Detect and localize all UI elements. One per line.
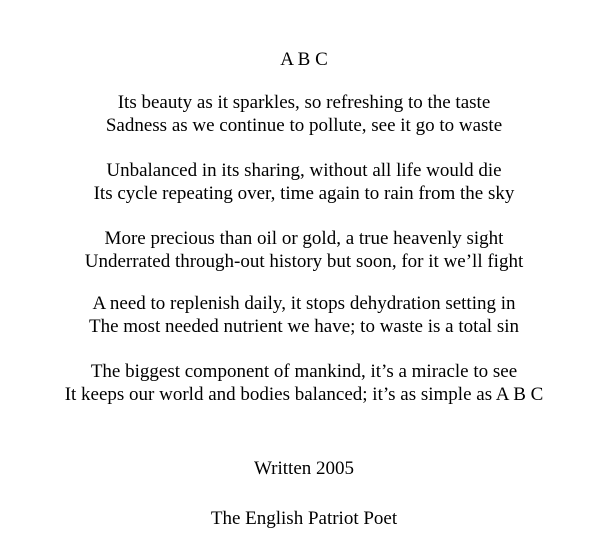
stanza-4 bbox=[0, 292, 608, 338]
author-signature: The English Patriot Poet bbox=[210, 508, 398, 529]
stanza-line: The most needed nutrient we have; to waste is a total sin bbox=[88, 316, 520, 337]
written-date: Written 2005 bbox=[253, 458, 355, 479]
stanza-line: More precious than oil or gold, a true heavenly sight bbox=[104, 228, 504, 249]
stanza-line: A need to replenish daily, it stops dehydration setting in bbox=[92, 293, 516, 314]
poem-title: A B C bbox=[280, 49, 328, 70]
stanza-line: It keeps our world and bodies balanced; it’s as simple as A B C bbox=[64, 384, 544, 405]
stanza-line: Its cycle repeating over, time again to rain from the sky bbox=[93, 183, 515, 204]
stanza-3 bbox=[0, 227, 608, 273]
stanza-2 bbox=[0, 159, 608, 205]
stanza-line: The biggest component of mankind, it’s a miracle to see bbox=[90, 361, 518, 382]
stanza-5 bbox=[0, 360, 608, 406]
stanza-line: Its beauty as it sparkles, so refreshing to the taste bbox=[117, 92, 491, 113]
stanza-line: Unbalanced in its sharing, without all life would die bbox=[106, 160, 502, 181]
stanza-1 bbox=[0, 91, 608, 137]
stanza-line: Underrated through-out history but soon, for it we’ll fight bbox=[84, 251, 524, 272]
stanza-line: Sadness as we continue to pollute, see it go to waste bbox=[105, 115, 503, 136]
